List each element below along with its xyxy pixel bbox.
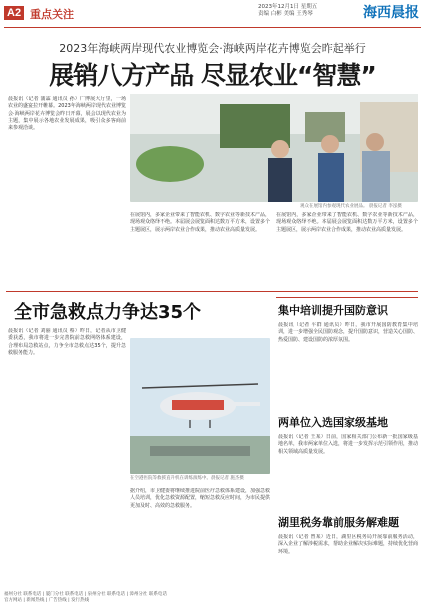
story2-photo-caption: 在空港医院等救援直升机在训练演练中。晨报记者 施杰摄 [130, 476, 244, 481]
story2-body-a: 晨报讯（记者 刘丽 通讯员 蔡）昨日，记者从市卫健委获悉，我市将进一步完善院前急救网络体系建设，合理布局急救站点，力争全市急救点达35个，提升急救服务能力。 [8, 328, 126, 356]
editor-text: 责编 白彬 美编 王秀琴 [258, 11, 313, 17]
main-body-right-2: 在展馆内，多家企业带来了智能农机、数字农业等新技术产品，现场观众络绎不绝。本届展会展览面积达数万平方米，设置多个主题展区，展示两岸农业合作成果，推动农业高质量发展。 [276, 212, 418, 233]
footer-line-2: 官方网站 | 新闻热线 | 广告热线 | 发行热线 [4, 598, 90, 603]
page-number: A2 [4, 6, 24, 20]
masthead [0, 0, 425, 32]
newspaper-logo: 海西晨报 [363, 5, 419, 21]
story2-headline: 全市急救点力争达35个 [14, 302, 202, 323]
date-line [258, 4, 317, 18]
right-body-2: 晨报讯（记者 王某）日前，国家相关部门公布新一批国家级基地名单，我市两家单位入选，将进一步发挥示范引领作用，推动相关领域高质量发展。 [278, 434, 418, 455]
main-subtitle: 2023年海峡两岸现代农业博览会·海峡两岸花卉博览会昨起举行 [59, 42, 366, 55]
story2-photo [130, 338, 270, 474]
story2-body-b: 据介绍，市卫健委将继续推进院前医疗急救体系建设，加强急救人员培训，优化急救资源配置，缩短急救反应时间，为市民提供更加及时、高效的急救服务。 [130, 488, 270, 509]
right-headline-3: 湖里税务靠前服务解难题 [278, 516, 399, 529]
right-col-rule [276, 297, 418, 298]
exhibition-photo [130, 94, 418, 202]
date-text: 2023年12月1日 星期五 [258, 4, 318, 10]
main-body-left: 晨报讯（记者 蒲霖 通讯员 孙）广博展大厅里，一场农业的盛宴拉开帷幕。2023年海峡两岸现代农业博览会·海峡两岸花卉博览会昨日开幕，展会以现代农业为主题，集中展示各地农业发展成果，吸引众多客商前来参观洽谈。 [8, 96, 126, 132]
section-divider [6, 291, 418, 292]
main-photo-caption: 观众在展馆内参观现代农业展品。 晨报记者 李泓摄 [300, 204, 402, 209]
footer-line-1: 福州分社 联系电话 | 厦门分社 联系电话 | 泉州分社 联系电话 | 漳州分社 联系电话 [4, 592, 167, 597]
right-body-3: 晨报讯（记者 曾某）近日，湖里区税务局开展靠前服务活动，深入企业了解涉税需求，帮助企业解决实际难题，持续优化营商环境。 [278, 534, 418, 555]
main-body-right: 在展馆内，多家企业带来了智能农机、数字农业等新技术产品，现场观众络绎不绝。本届展会展览面积达数万平方米，设置多个主题展区，展示两岸农业合作成果，推动农业高质量发展。 [130, 212, 270, 233]
right-body-1: 晨报讯（记者 平群 通讯员）昨日，我市开展国防教育集中培训，进一步增强全民国防观念，提升国防意识，营造关心国防、热爱国防、建设国防的浓厚氛围。 [278, 322, 418, 343]
main-headline: 展销八方产品 尽显农业“智慧” [49, 61, 376, 90]
footer [4, 592, 421, 604]
right-headline-1: 集中培训提升国防意识 [278, 304, 388, 317]
helicopter-photo [130, 338, 270, 474]
right-headline-2: 两单位入选国家级基地 [278, 416, 388, 429]
masthead-rule [4, 27, 421, 28]
main-photo [130, 94, 418, 202]
section-name: 重点关注 [30, 8, 74, 21]
